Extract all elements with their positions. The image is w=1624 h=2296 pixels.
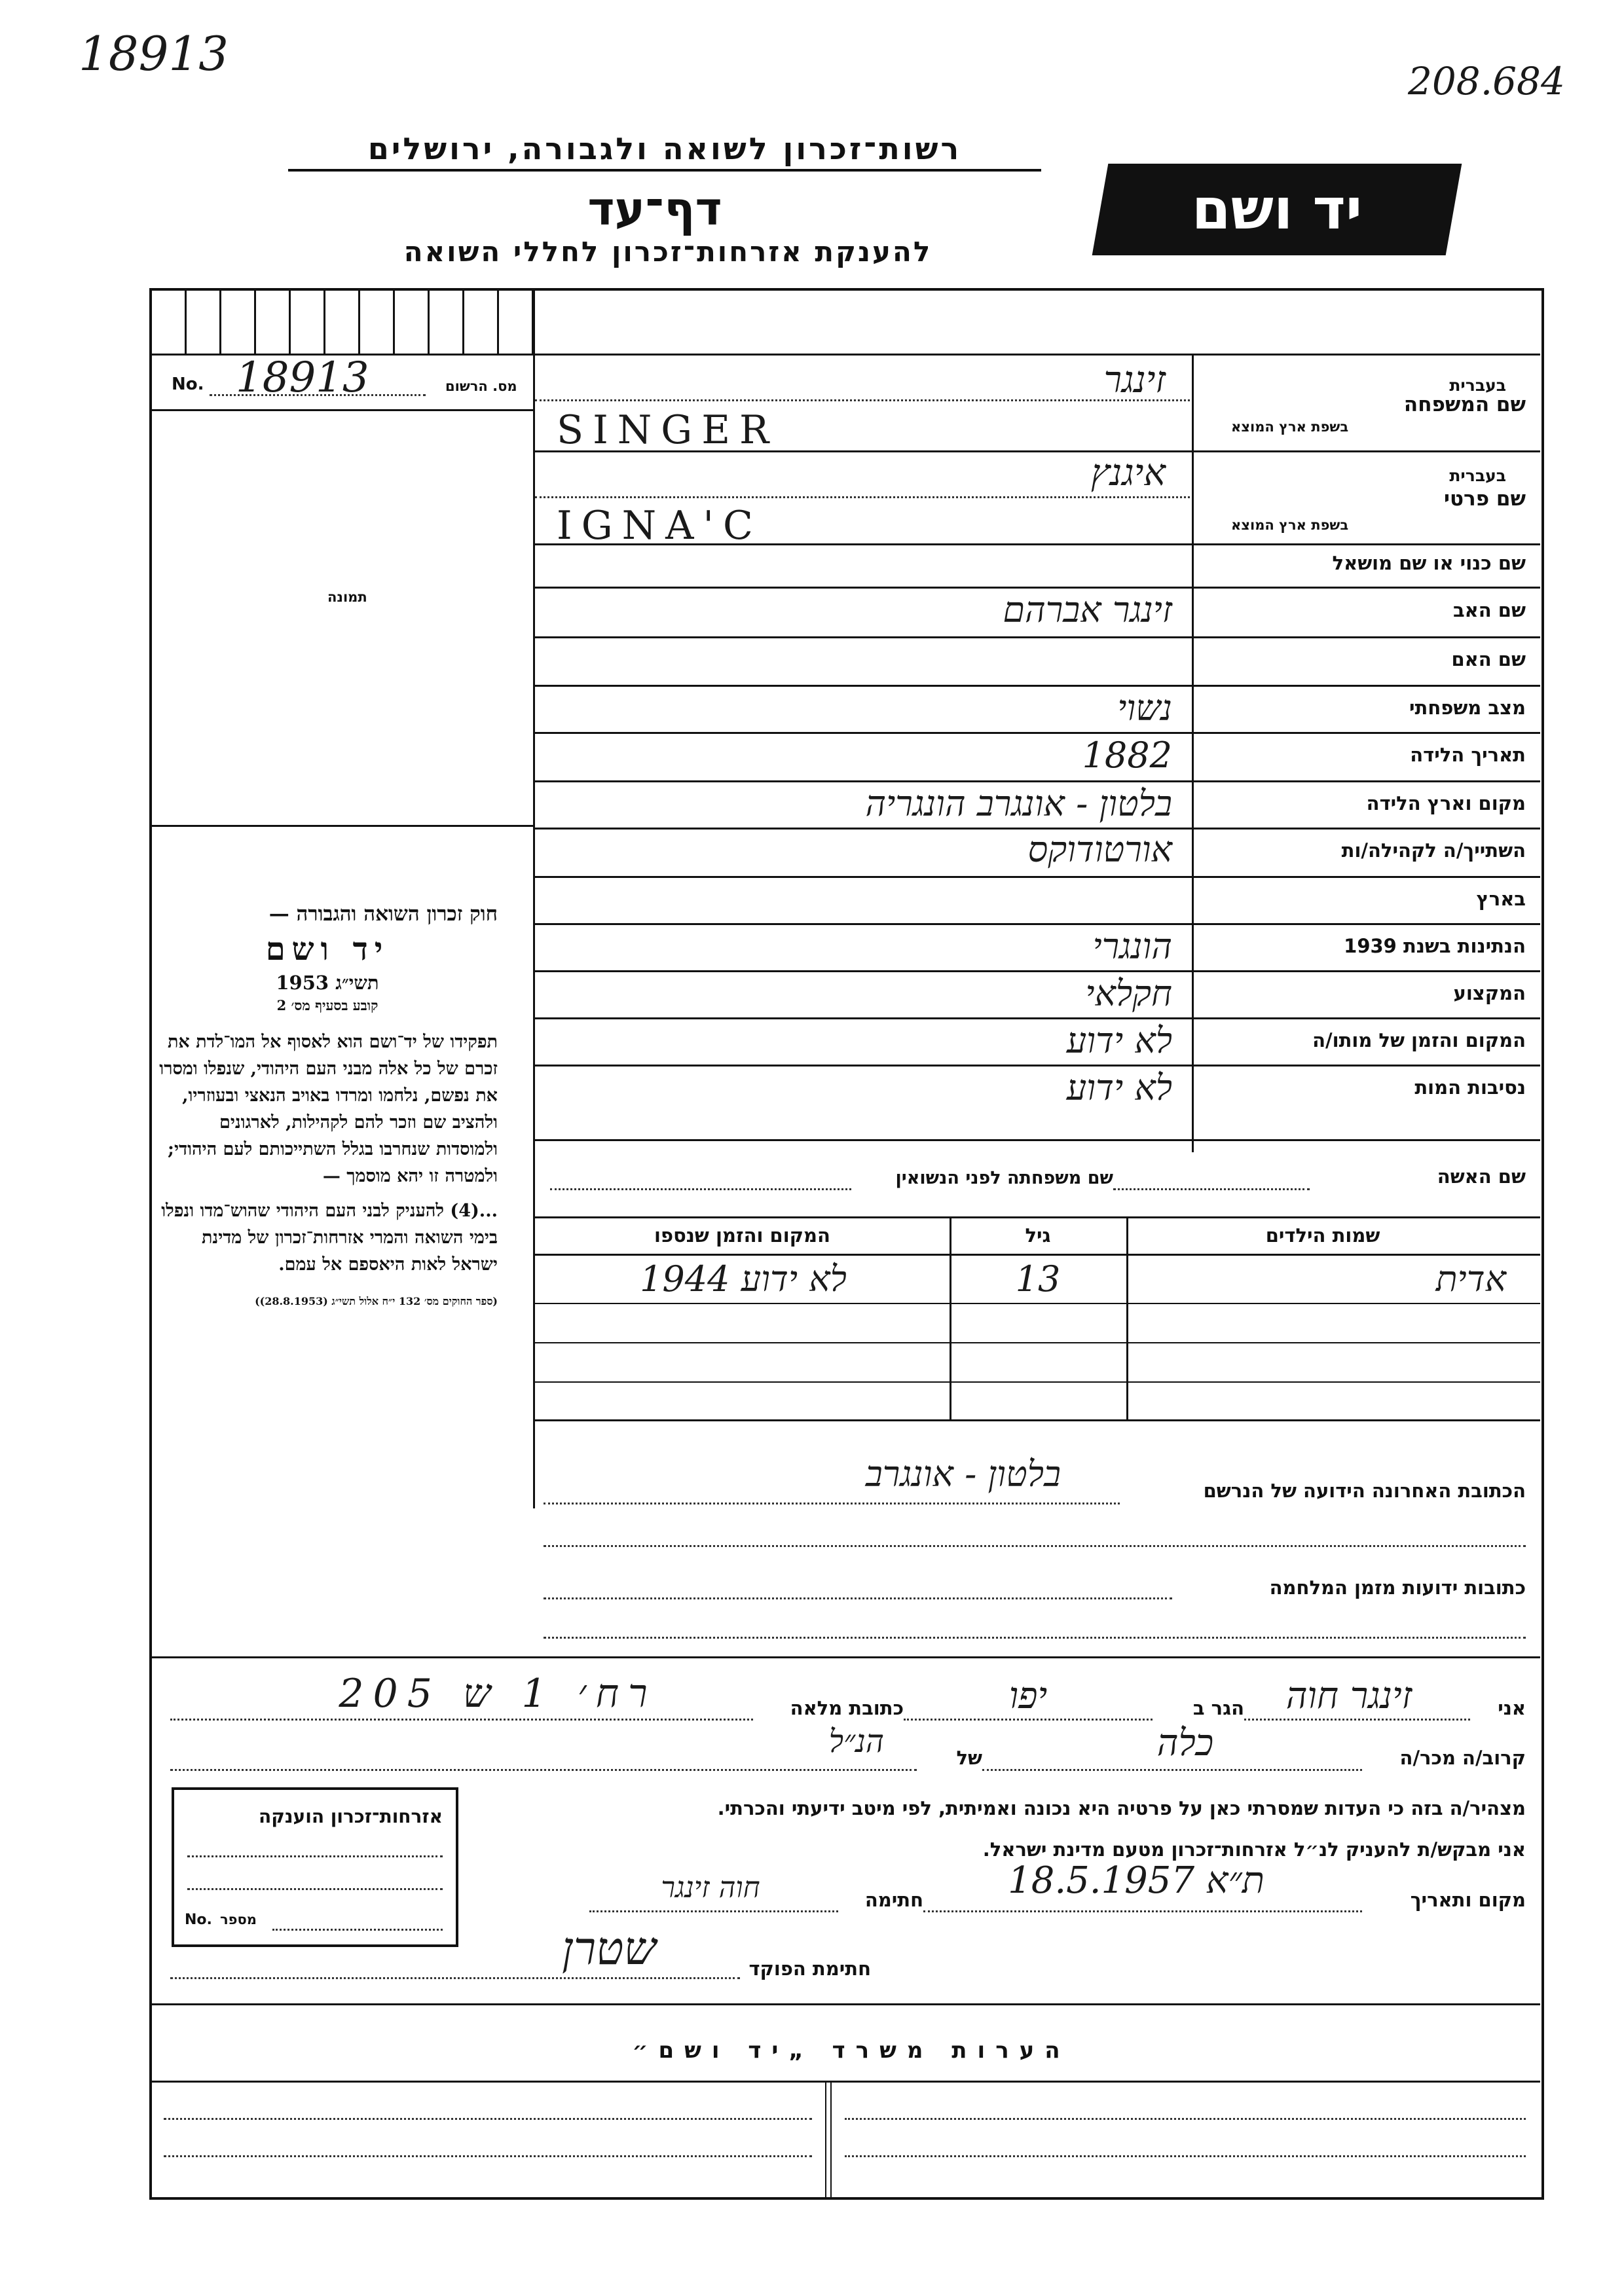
birth-place-value: בלטון - אונגרב הונגריה [865,783,1172,824]
death-place-time-value: לא ידוע [1066,1020,1172,1061]
full-address-label: כתובת מלאה [790,1697,904,1719]
first-hebrew-label: בעברית [1449,466,1506,485]
law-reference: (ספר החוקים מס׳ 132 י״ח אלול תשי״ג (28.8.1953)) [255,1295,498,1307]
rule [923,1910,1362,1912]
citizenship-box-title: אזרחות־זכרון הוענקה [259,1806,443,1827]
child-age: 13 [1015,1258,1061,1300]
rule [187,1888,443,1890]
death-place-time-label: המקום והזמן של מותו/ה [1312,1029,1526,1051]
last-address-label: הכתובת האחרונה הידועה של הנרשם [1203,1480,1526,1502]
rule [533,291,535,1508]
citizenship-1939-value: הונגרי [1092,926,1172,967]
citizenship-box-number-label: מספר [220,1912,257,1927]
photo-label: תמונה [327,589,367,605]
rule [535,1065,1540,1066]
community-label: השתייך/ה לקהילה/ות [1341,839,1526,862]
rule [544,1637,1526,1639]
wife-maiden-label: שם משפחתה לפני הנשואין [895,1168,1113,1188]
declarant-i-label: אני [1498,1697,1526,1719]
rule [1113,1188,1310,1190]
rule [550,1188,851,1190]
citizenship-granted-box [172,1787,458,1947]
rule [825,2081,832,2200]
rule [535,732,1540,734]
profession-value: חקלאי [1085,973,1172,1014]
child-name: אדית [1435,1258,1506,1300]
rule [535,496,1190,498]
logo-text: יד ושם [1191,177,1363,242]
death-circumstances-value: לא ידוע [1066,1067,1172,1108]
mother-name-label: שם האם [1451,648,1526,670]
rule [164,2155,812,2157]
request-text: אני מבקש/ת להעניק לנ״ל אזרחות־זכרון מטעם מדינת ישראל. [982,1838,1526,1861]
rule [535,1419,1540,1421]
rule [544,1503,1120,1504]
rule [535,685,1540,687]
signature-label: חתימה [864,1889,923,1911]
rule [152,409,535,411]
death-circumstances-label: נסיבות המות [1414,1076,1526,1099]
father-name-label: שם האב [1452,599,1526,621]
first-native-value: IGNA'C [557,503,762,549]
rule [544,1597,1172,1599]
law-heading: חוק זכרון השואה והגבורה — [268,902,498,926]
relation-value: כלה [1156,1722,1214,1764]
rule [170,1977,740,1979]
rule [535,587,1540,589]
profession-label: המקצוע [1453,982,1526,1004]
community-value: אורטודוקס [1027,829,1172,870]
rule [535,780,1540,782]
reg-no-prefix: No. [172,374,204,394]
rule [535,1342,1540,1343]
rule [982,1769,1362,1771]
place-date-label: מקום ותאריך [1410,1889,1526,1911]
family-hebrew-value: זינגר [1103,359,1166,401]
citizenship-1939-label: הנתינות בשנת 1939 [1344,935,1526,957]
rule [950,1216,951,1419]
child-place-time: לא ידוע 1944 [640,1258,847,1300]
family-native-label: בשפת ארץ המוצא [1231,419,1349,435]
yad-vashem-logo [1092,164,1462,255]
law-name: יד ושם [265,931,390,968]
children-age-header: גיל [1025,1224,1051,1247]
resides-label: הגר ב [1192,1697,1244,1719]
rule [845,2118,1526,2120]
birth-date-value: 1882 [1082,735,1172,776]
rule [164,2118,812,2120]
citizenship-box-no: No. [185,1912,212,1928]
rule [272,1929,443,1931]
rule [535,636,1540,638]
nickname-label: שם כנוי או שם מושאל [1332,552,1526,574]
in-country-label: בארץ [1476,888,1526,910]
rule [845,2155,1526,2157]
authority-title: רשות־זכרון לשואה ולגבורה, ירושלים [288,131,1041,172]
rule [544,1545,1526,1547]
first-name-label: שם פרטי [1443,487,1526,511]
rule [535,1017,1540,1019]
place-date-value: ת״א 18.5.1957 [1008,1859,1264,1902]
rule [1244,1719,1470,1721]
rule [170,1719,753,1721]
officer-label: חתימת הפוקד [748,1958,871,1980]
rule [1126,1216,1128,1419]
rule [535,1254,1540,1256]
rule [152,1656,1540,1658]
family-name-label: שם המשפחה [1403,393,1526,416]
first-hebrew-value: איגנץ [1090,452,1166,494]
law-box [157,902,498,1308]
address-value: רח׳ 1 ש 205 [339,1671,657,1717]
rule [535,876,1540,878]
hatched-strip [152,291,535,355]
form-subtitle: להענקת אזרחות־זכרון לחללי השואה [403,236,932,268]
father-name-value: זינגר אברהם [1003,589,1172,630]
archive-number-right: 208.684 [1408,59,1565,103]
form-title: דף־עד [587,182,722,236]
last-address-value: בלטון - אונגרב [865,1453,1061,1495]
of-value: הנ״ל [828,1723,884,1760]
archive-number-left: 18913 [79,26,229,81]
rule [589,1910,838,1912]
officer-signature: שטרן [561,1922,657,1975]
rule [187,1855,443,1857]
rule [152,2003,1540,2005]
family-hebrew-label: בעברית [1449,376,1506,395]
law-paragraph-1: תפקידו של יד־ושם הוא לאסוף אל המו־לדת את זכרם של כל אלה מבני העם היהודי, שנפלו ומסרו את נפשם, נלחמו ומרדו באויב הנאצי ובעוזריו, ולהציב שם וזכר להם לקהילות, לארגונים ולמוסדות שנחרבו בגלל השתייכותם לעם היהודי; ולמטרה זו יהא מוסמך — [159,1032,498,1186]
rule [535,970,1540,972]
office-notes-title: הערות משרד „יד ושם״ [632,2037,1071,2064]
rule [904,1719,1153,1721]
rule [535,1216,1540,1218]
law-paragraph-2: ...(4) להעניק לבני העם היהודי שהוש־מדו ונפלו בימי השואה והמרי אזרחות־זכרון של מדינת ישראל לאות היאספם אל עמם. [161,1201,498,1275]
first-native-label: בשפת ארץ המוצא [1231,517,1349,533]
declarant-name-value: זינגר חוה [1285,1675,1412,1717]
of-label: של [956,1747,982,1769]
relative-label: קרוב/ה מכר/ה [1399,1747,1526,1769]
children-place-header: המקום והזמן שנספו [654,1224,830,1247]
law-year: תשי״ג 1953 [276,972,379,994]
rule [535,1381,1540,1383]
marital-status-label: מצב משפחתי [1409,697,1526,719]
rule [170,1769,917,1771]
rule [535,1303,1540,1304]
birth-place-label: מקום וארץ הלידה [1366,792,1526,814]
reg-label: מס. הרשום [445,378,517,394]
rule [535,923,1540,925]
family-native-value: SINGER [557,407,779,453]
rule [535,1139,1540,1141]
registration-number: 18913 [236,354,369,402]
marital-status-value: נשוי [1117,687,1172,729]
law-section: קובע בסעיף מס׳ 2 [276,997,378,1013]
city-value: יפו [1008,1675,1048,1717]
rule [152,2081,1540,2083]
war-addresses-label: כתובות ידועות מזמן המלחמה [1269,1576,1526,1599]
signature-value: חוה זינגר [661,1871,760,1904]
birth-date-label: תאריך הלידה [1410,744,1526,766]
children-names-header: שמות הילדים [1265,1224,1380,1247]
declaration-text: מצהיר/ה בזה כי העדות שמסרתי כאן על פרטיה היא נכונה ואמיתית, לפי מיטב ידיעתי והכרתי. [717,1797,1526,1819]
rule [152,825,535,827]
wife-label: שם האשה [1437,1165,1526,1188]
